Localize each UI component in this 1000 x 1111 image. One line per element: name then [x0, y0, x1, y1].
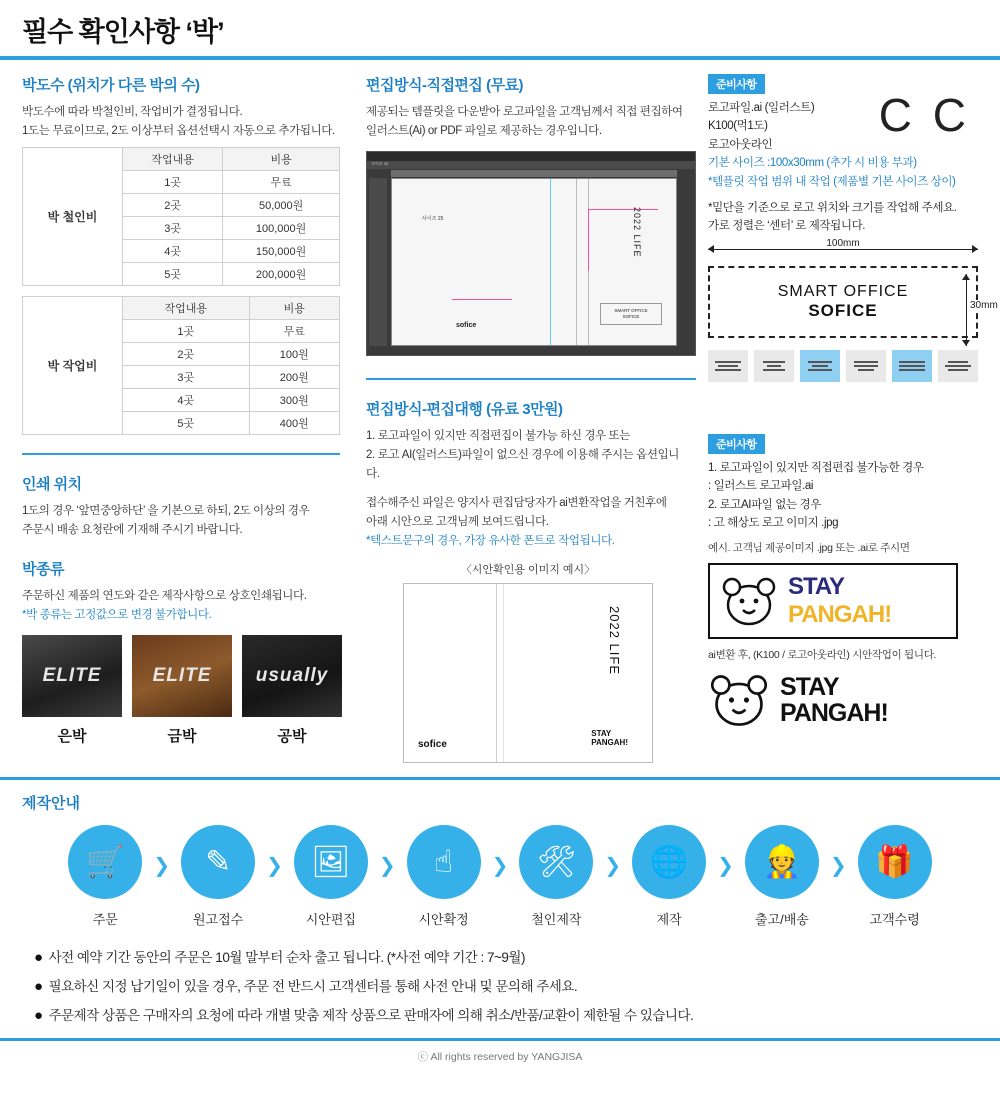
table2-r1-c1: 100원	[249, 342, 340, 365]
foil-type-line2: *박 종류는 고정값으로 변경 불가합니다.	[22, 608, 212, 621]
process-step-production	[621, 825, 717, 928]
editor-measure-line	[452, 299, 512, 300]
proof-preview	[403, 583, 653, 763]
prep-agency-line3: 2. 로고AI파일 없는 경우	[708, 498, 821, 511]
table2-r3-c1: 300원	[249, 388, 340, 411]
customer-logo-line1: STAY	[788, 573, 845, 601]
table-header-row	[23, 296, 340, 319]
editor-size-caption: 사이즈 25	[422, 215, 444, 222]
dimension-line	[708, 249, 978, 250]
editor-titlebar	[367, 152, 695, 161]
delivery-person-icon: 👷	[745, 825, 819, 899]
process-step-label: 시안편집	[305, 911, 356, 927]
column-foil-count	[22, 56, 350, 763]
table1-r2-c0: 3곳	[123, 216, 223, 239]
dimension-height-label: 30mm	[970, 299, 998, 311]
table1-r1-c1: 50,000원	[223, 193, 340, 216]
logo-preview-line2: SOFICE	[808, 300, 878, 320]
agency-edit-line4: 아래 시안으로 고객님께 보여드립니다.	[366, 515, 549, 528]
column-edit-method	[350, 56, 690, 763]
bullet-icon: ●	[34, 977, 43, 995]
table2-r3-c0: 4곳	[123, 388, 250, 411]
edit-document-icon: ✎	[181, 825, 255, 899]
prep-direct-line5: *템플릿 작업 범위 내 작업 (제품별 기본 사이즈 상이)	[708, 175, 956, 188]
foil-swatch-image: ELITE	[132, 635, 232, 717]
section-title-direct-edit: 편집방식-직접편집 (무료)	[366, 77, 524, 94]
bullet-icon: ●	[34, 1006, 43, 1024]
copyright-text: ⓒ All rights reserved by YANGJISA	[417, 1050, 583, 1063]
agency-edit-line3: 접수해주신 파일은 양지사 편집담당자가 ai변환작업을 거친후에	[366, 496, 667, 509]
dimension-width	[708, 237, 978, 258]
direct-edit-line2: 일러스트(Ai) or PDF 파일로 제공하는 경우입니다.	[366, 124, 602, 137]
tools-icon: 🛠	[519, 825, 593, 899]
process-arrow-icon: ❯	[378, 854, 396, 877]
foil-swatch-image: ELITE	[22, 635, 122, 717]
direct-edit-desc	[366, 103, 690, 141]
prep-direct-line1: 로고파일.ai (일러스트)	[708, 102, 815, 114]
after-conversion-caption: ai변환 후, (K100 / 로고아웃라인) 시안작업이 됩니다.	[708, 649, 937, 662]
notice-item	[34, 946, 1000, 966]
column-prep	[690, 56, 998, 763]
print-position-line2: 주문시 배송 요청란에 기재해 주시기 바랍니다.	[22, 523, 243, 536]
process-arrow-icon: ❯	[604, 854, 622, 877]
process-top-divider	[0, 777, 1000, 780]
foil-swatch-gold	[132, 635, 232, 746]
globe-factory-icon: 🌐	[632, 825, 706, 899]
table1-header-1: 비용	[223, 147, 340, 170]
outline-cc-icon: C C	[878, 89, 970, 141]
table2-rowlabel: 박 작업비	[23, 296, 123, 434]
bullet-icon: ●	[34, 948, 43, 966]
table2-r1-c0: 2곳	[123, 342, 250, 365]
prep-agency-line4: : 고 해상도 로고 이미지 .jpg	[708, 516, 839, 529]
table1-header-0: 작업내용	[123, 147, 223, 170]
foil-swatch-label: 공박	[277, 727, 307, 745]
proof-split-line	[496, 584, 497, 762]
process-step-label: 제작	[656, 911, 682, 927]
foil-count-desc-line2: 1도는 무료이므로, 2도 이상부터 옵션선택시 자동으로 추가됩니다.	[22, 124, 335, 137]
editor-guide-cyan	[550, 179, 551, 345]
prep-direct-line2: K100(먹1도)	[708, 120, 768, 133]
process-step-proof-confirm	[396, 825, 492, 928]
prep-direct-line4: 기본 사이즈 :100x30mm (추가 시 비용 부과)	[708, 157, 917, 170]
arrow-left-icon	[708, 245, 714, 253]
divider-after-tables	[22, 453, 340, 455]
agency-edit-desc	[366, 427, 690, 551]
process-arrow-icon: ❯	[829, 854, 847, 877]
process-step-label: 고객수령	[869, 911, 920, 927]
arrow-right-icon	[972, 245, 978, 253]
section-title-print-position: 인쇄 위치	[22, 475, 82, 493]
align-option-2-selected[interactable]	[800, 350, 840, 382]
notice-text: 필요하신 지정 납기일이 있을 경우, 주문 전 반드시 고객센터를 통해 사전 안내 및 문의해 주세요.	[48, 978, 578, 994]
process-step-label: 주문	[92, 911, 118, 927]
prep-direct-line3: 로고아웃라인	[708, 138, 773, 151]
foil-swatch-list	[22, 635, 350, 746]
cart-icon: 🛒	[68, 825, 142, 899]
proof-split-line2	[503, 584, 504, 762]
proof-caption: 〈시안확인용 이미지 예시〉	[460, 563, 596, 576]
illustrator-screenshot	[366, 151, 696, 356]
example-caption: 예시. 고객님 제공이미지 .jpg 또는 .ai로 주시면	[708, 542, 910, 555]
agency-edit-line1: 1. 로고파일이 있지만 직접편집이 불가능 하신 경우 또는	[366, 429, 630, 442]
editor-sofice-mark: sofice	[456, 321, 477, 329]
prep-agency-line1: 1. 로고파일이 있지만 직접편집 불가능한 경우	[708, 461, 924, 474]
table2-r0-c1: 무료	[249, 319, 340, 342]
prep-direct-line7: 가로 정렬은 ‘센터’ 로 제작됩니다.	[708, 220, 866, 233]
process-step-label: 원고접수	[192, 911, 244, 927]
mascot-outline-icon	[708, 672, 770, 728]
divider-mid-column-b	[366, 378, 696, 380]
process-arrow-icon: ❯	[153, 854, 171, 877]
notice-text: 주문제작 상품은 구매자의 요청에 따라 개별 맞춤 제작 상품으로 판매자에 의해 취소/반품/교환이 제한될 수 있습니다.	[48, 1007, 694, 1023]
table-foil-work-cost	[22, 296, 340, 435]
process-step-shipping	[734, 825, 830, 928]
process-step-label: 출고/배송	[754, 911, 809, 927]
foil-swatch-image: usually	[242, 635, 342, 717]
editor-measure-line	[588, 209, 589, 271]
notice-list	[34, 946, 1000, 1024]
align-option-3[interactable]	[846, 350, 886, 382]
converted-logo-line1: STAY	[780, 673, 839, 702]
editor-tabbar: 사이즈 25	[367, 161, 695, 169]
align-option-4[interactable]	[892, 350, 932, 382]
foil-count-desc	[22, 103, 350, 141]
dimension-height	[954, 274, 998, 346]
table2-r2-c1: 200원	[249, 365, 340, 388]
prep-agency-text	[708, 459, 978, 533]
notice-text: 사전 예약 기간 동안의 주문은 10월 말부터 순차 출고 됩니다. (*사전 예약 기간 : 7~9월)	[48, 949, 525, 965]
prep-direct-line6: *밑단을 기준으로 로고 위치와 크기를 작업해 주세요.	[708, 201, 957, 214]
prep-agency-line2: : 일러스트 로고파일.ai	[708, 480, 814, 493]
dimension-line	[966, 274, 967, 346]
table1-r1-c0: 2곳	[123, 193, 223, 216]
mascot-icon	[720, 575, 778, 627]
foil-swatch-silver	[22, 635, 122, 746]
logo-preview-wrap	[708, 266, 998, 338]
prep-agency-edit	[708, 434, 978, 729]
process-step-label: 철인제작	[531, 911, 582, 927]
proof-logo-line2: PANGAH!	[591, 737, 628, 747]
converted-logo-example	[708, 672, 978, 728]
proof-logo	[591, 730, 628, 748]
table1-r0-c0: 1곳	[123, 170, 223, 193]
foil-swatch-label: 은박	[57, 727, 87, 745]
table-header-row	[23, 147, 340, 170]
proof-sofice-mark: sofice	[418, 738, 447, 750]
top-row	[22, 56, 998, 763]
table2-r0-c0: 1곳	[123, 319, 250, 342]
section-title-agency-edit: 편집방식-편집대행 (유료 3만원)	[366, 400, 563, 418]
table1-r4-c0: 5곳	[123, 262, 223, 285]
table1-r2-c1: 100,000원	[223, 216, 340, 239]
process-arrow-icon: ❯	[717, 854, 734, 877]
notice-item	[34, 1004, 1000, 1024]
align-option-group[interactable]	[708, 350, 978, 382]
process-step-label: 시안확정	[418, 911, 469, 927]
section-title-foil-type: 박종류	[22, 560, 64, 578]
process-arrow-icon: ❯	[491, 854, 509, 877]
table2-r2-c0: 3곳	[123, 365, 250, 388]
table1-rowlabel: 박 철인비	[23, 147, 123, 285]
editor-ruler	[391, 170, 677, 177]
editor-canvas	[391, 178, 677, 346]
converted-logo-line2: PANGAH!	[780, 699, 888, 728]
proof-vertical-text: 2022 LIFE	[607, 605, 622, 675]
table1-r4-c1: 200,000원	[223, 262, 340, 285]
editor-guide-grey	[576, 179, 577, 345]
foil-swatch-label: 금박	[167, 727, 197, 745]
foil-type-line1: 주문하신 제품의 연도와 같은 제작사항으로 상호인쇄됩니다.	[22, 589, 307, 602]
table1-r0-c1: 무료	[223, 170, 340, 193]
align-option-1[interactable]	[754, 350, 794, 382]
print-position-desc	[22, 502, 350, 540]
arrow-down-icon	[962, 340, 970, 346]
table1-r3-c0: 4곳	[123, 239, 223, 262]
foil-type-desc	[22, 587, 350, 625]
notice-item	[34, 975, 1000, 995]
converted-logo-text	[780, 674, 888, 727]
confirm-hand-icon: ☝	[407, 825, 481, 899]
agency-edit-line2: 2. 로고 AI(일러스트)파일이 없으신 경우에 이용해 주시는 옵션입니다.	[366, 448, 680, 480]
process-step-order	[57, 825, 153, 928]
prep-label-agency: 준비사항	[708, 434, 765, 454]
proof-logo-line1: STAY	[591, 729, 612, 739]
section-title-foil-count: 박도수 (위치가 다른 박의 수)	[22, 77, 200, 94]
content-area	[0, 56, 1000, 763]
process-arrow-icon: ❯	[266, 854, 283, 877]
table1-r3-c1: 150,000원	[223, 239, 340, 262]
page-title: 필수 확인사항 ‘박’	[22, 17, 224, 47]
editor-toolbar	[369, 178, 387, 346]
foil-swatch-blank	[242, 635, 342, 746]
customer-logo-text	[788, 573, 891, 629]
align-option-0[interactable]	[708, 350, 748, 382]
table2-r4-c0: 5곳	[123, 411, 250, 434]
editor-logo-line2: SOFICE	[622, 313, 640, 319]
logo-preview-box	[708, 266, 978, 338]
agency-edit-line5: *텍스트문구의 경우, 가장 유사한 폰트로 작업됩니다.	[366, 534, 615, 547]
align-option-5[interactable]	[938, 350, 978, 382]
arrow-up-icon	[962, 274, 970, 280]
logo-preview-line1: SMART OFFICE	[777, 282, 909, 300]
print-position-line1: 1도의 경우 ‘앞면중앙하단’ 을 기본으로 하되, 2도 이상의 경우	[22, 504, 310, 517]
dimension-width-label: 100mm	[821, 238, 864, 249]
table2-header-1: 비용	[249, 296, 340, 319]
process-step-proof-edit	[283, 825, 379, 928]
process-step-manuscript	[170, 825, 266, 928]
editor-measure-line	[588, 209, 658, 210]
editor-vertical-text: 2022 LIFE	[632, 206, 642, 258]
page-header	[0, 0, 1000, 56]
prep-direct-edit	[708, 74, 998, 382]
customer-logo-line2: PANGAH!	[788, 601, 892, 629]
process-section	[0, 777, 1000, 1064]
table2-header-0: 작업내용	[123, 296, 250, 319]
process-step-receive	[847, 825, 943, 928]
gift-receive-icon: 🎁	[858, 825, 932, 899]
foil-count-desc-line1: 박도수에 따라 박철인비, 작업비가 결정됩니다.	[22, 106, 243, 118]
process-step-press-making	[508, 825, 604, 928]
section-title-process: 제작안내	[22, 794, 80, 812]
editor-logo-box	[600, 303, 662, 325]
table-foil-press-cost	[22, 147, 340, 286]
table2-r4-c1: 400원	[249, 411, 340, 434]
editor-logo-line1: SMART OFFICE	[614, 308, 648, 314]
customer-logo-example	[708, 563, 958, 639]
direct-edit-line1: 제공되는 템플릿을 다운받아 로고파일을 고객님께서 직접 편집하여	[366, 106, 683, 118]
process-steps	[0, 819, 1000, 928]
prep-label-direct: 준비사항	[708, 74, 765, 94]
image-icon: 🖼	[294, 825, 368, 899]
